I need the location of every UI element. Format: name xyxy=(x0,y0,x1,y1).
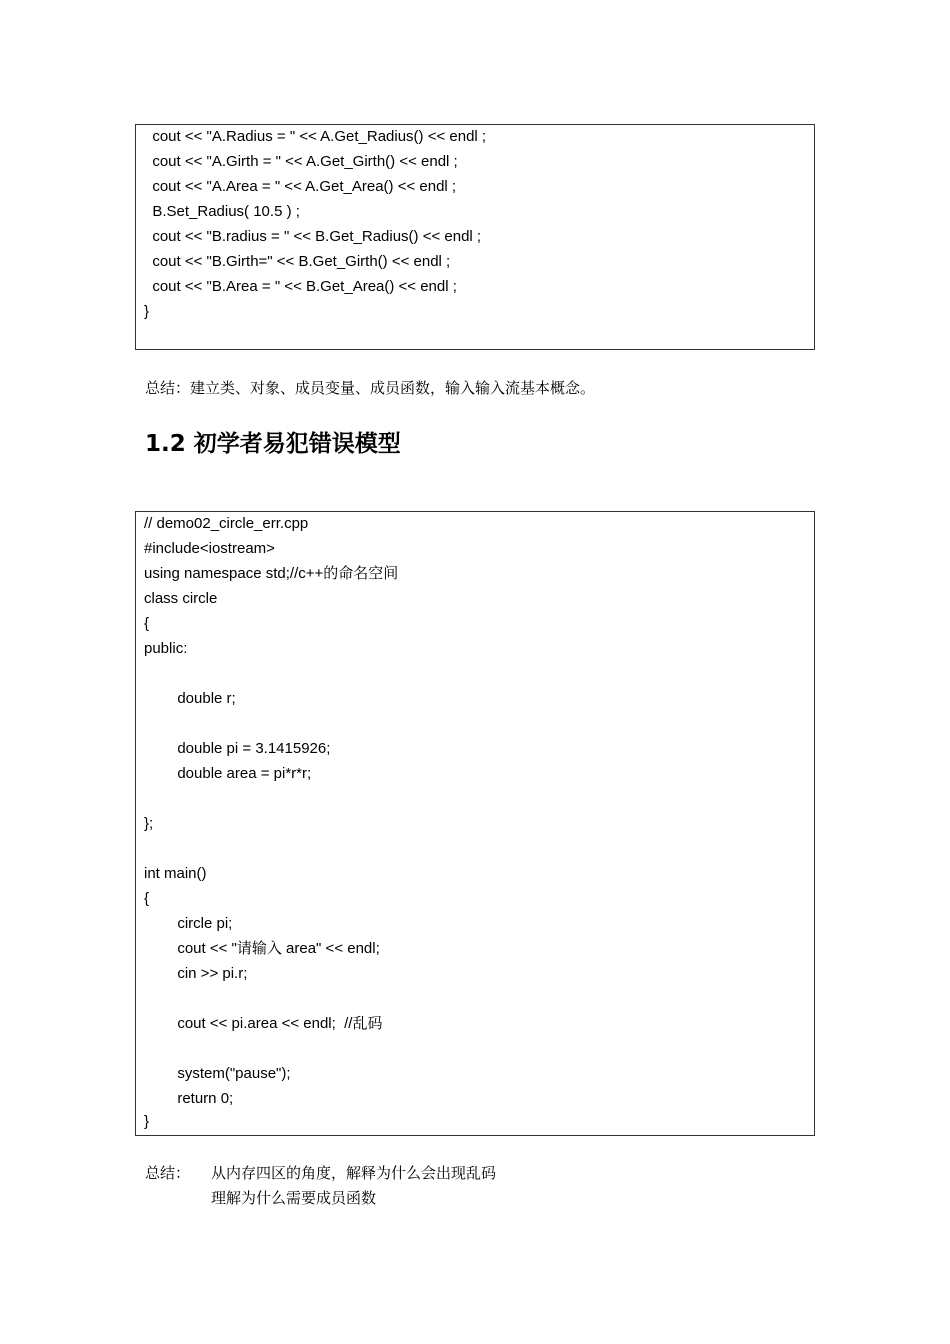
section-heading: 1.2 初学者易犯错误模型 xyxy=(145,431,401,457)
code-line: cin >> pi.r; xyxy=(144,965,248,982)
summary-line-2: 理解为什么需要成员函数 xyxy=(211,1189,377,1207)
code-line: } xyxy=(144,303,150,320)
code-line: cout << "B.radius = " << B.Get_Radius() << endl ; xyxy=(144,228,482,245)
code-line: }; xyxy=(144,815,154,832)
code-line: circle pi; xyxy=(144,915,233,932)
code-line: cout << pi.area << endl; //乱码 xyxy=(144,1015,383,1032)
summary-label: 总结： xyxy=(145,1164,191,1182)
code-line: cout << "A.Area = " << A.Get_Area() << endl ; xyxy=(144,178,457,195)
code-line: cout << "A.Girth = " << A.Get_Girth() << endl ; xyxy=(144,153,458,170)
code-line: public: xyxy=(144,640,188,657)
code-line: double pi = 3.1415926; xyxy=(144,740,331,757)
code-block-2 xyxy=(135,511,815,1136)
code-line: system("pause"); xyxy=(144,1065,291,1082)
code-block-1 xyxy=(135,124,815,350)
code-line: double r; xyxy=(144,690,236,707)
code-line: return 0; xyxy=(144,1090,234,1107)
code-line: cout << "A.Radius = " << A.Get_Radius() << endl ; xyxy=(144,128,487,145)
code-line: { xyxy=(144,890,150,907)
code-line: #include<iostream> xyxy=(144,540,275,557)
code-line: class circle xyxy=(144,590,218,607)
code-line: } xyxy=(144,1113,150,1130)
summary-paragraph-1: 总结：建立类、对象、成员变量、成员函数，输入输入流基本概念。 xyxy=(145,379,596,397)
code-line: cout << "B.Area = " << B.Get_Area() << endl ; xyxy=(144,278,457,295)
code-line: { xyxy=(144,615,150,632)
summary-line-1: 从内存四区的角度，解释为什么会出现乱码 xyxy=(211,1164,497,1182)
code-line: int main() xyxy=(144,865,207,882)
code-line: double area = pi*r*r; xyxy=(144,765,312,782)
code-line: B.Set_Radius( 10.5 ) ; xyxy=(144,203,300,220)
code-line: cout << "B.Girth=" << B.Get_Girth() << endl ; xyxy=(144,253,451,270)
code-line: // demo02_circle_err.cpp xyxy=(144,515,309,532)
code-line: using namespace std;//c++的命名空间 xyxy=(144,565,399,582)
code-line: cout << "请输入 area" << endl; xyxy=(144,940,380,957)
